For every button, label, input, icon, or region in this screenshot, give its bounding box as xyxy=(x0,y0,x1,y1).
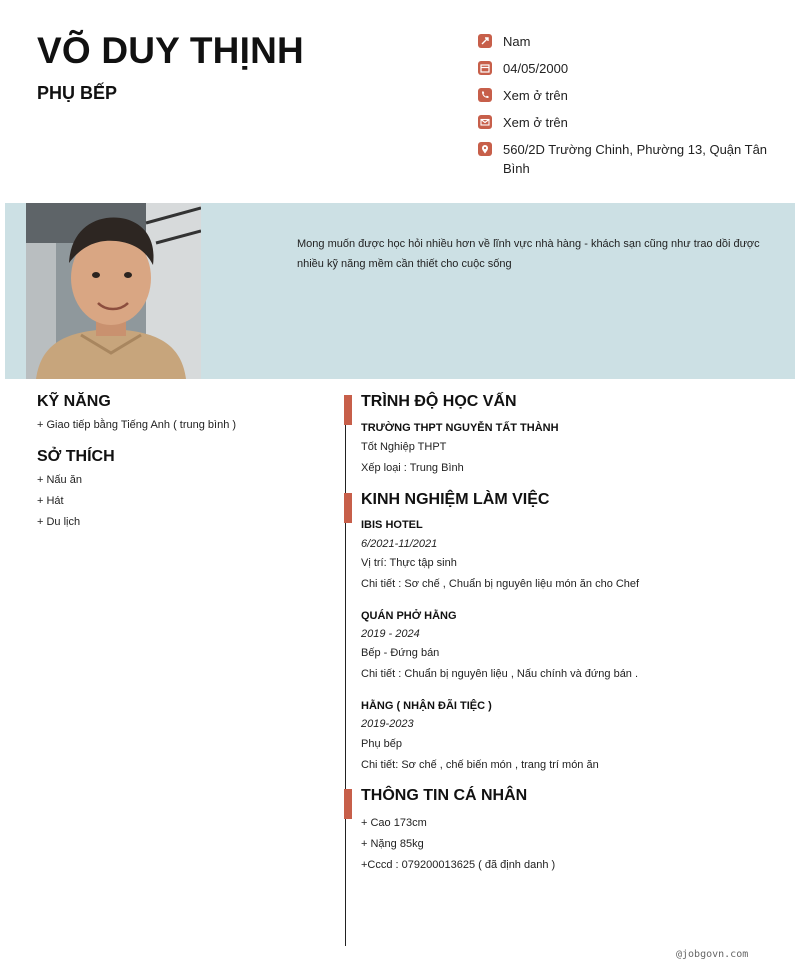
contact-birthday-value: 04/05/2000 xyxy=(503,61,569,76)
job-detail: Chi tiết : Sơ chế , Chuẩn bị nguyên liệu món ăn cho Chef xyxy=(361,578,640,590)
career-objective: Mong muốn được học hỏi nhiều hơn về lĩnh vực nhà hàng - khách sạn cũng như trao dồi được nhiều kỹ năng mềm cần thiết cho cuộc sống xyxy=(297,238,760,270)
experience-accent-bar xyxy=(344,493,352,523)
contact-email xyxy=(478,113,768,132)
job-period: 2019 - 2024 xyxy=(361,628,420,640)
gender-icon xyxy=(478,34,492,48)
watermark: @jobgovn.com xyxy=(676,949,749,960)
candidate-name: VÕ DUY THỊNH xyxy=(37,30,304,71)
personal-item: + Nặng 85kg xyxy=(361,838,424,850)
personal-item: +Cccd : 079200013625 ( đã định danh ) xyxy=(361,859,556,871)
personal-accent-bar xyxy=(344,789,352,819)
job-position: Vị trí: Thực tập sinh xyxy=(361,557,457,569)
email-icon xyxy=(478,115,492,129)
hobbies-heading: SỞ THÍCH xyxy=(37,448,115,465)
contact-address xyxy=(478,140,768,178)
job-company: IBIS HOTEL xyxy=(361,519,423,531)
job-period: 2019-2023 xyxy=(361,718,414,730)
location-icon xyxy=(478,142,492,156)
left-column xyxy=(37,393,317,533)
contact-phone xyxy=(478,86,768,105)
education-school: TRƯỜNG THPT NGUYỄN TẤT THÀNH xyxy=(361,422,559,434)
experience-heading: KINH NGHIỆM LÀM VIỆC xyxy=(361,491,550,508)
contact-birthday xyxy=(478,59,768,78)
phone-icon xyxy=(478,88,492,102)
personal-item: + Cao 173cm xyxy=(361,817,427,829)
hobby-item: + Hát xyxy=(37,495,64,507)
education-line: Xếp loại : Trung Bình xyxy=(361,462,464,474)
job-company: HẰNG ( NHẬN ĐÃI TIỆC ) xyxy=(361,700,492,712)
contact-gender-value: Nam xyxy=(503,34,531,49)
profile-photo xyxy=(26,203,201,379)
job-period: 6/2021-11/2021 xyxy=(361,538,438,550)
hobby-item: + Du lịch xyxy=(37,516,81,528)
calendar-icon xyxy=(478,61,492,75)
education-accent-bar xyxy=(344,395,352,425)
education-line: Tốt Nghiệp THPT xyxy=(361,441,447,453)
column-divider xyxy=(345,395,346,946)
contact-phone-value: Xem ở trên xyxy=(503,88,568,103)
job-company: QUÁN PHỞ HẰNG xyxy=(361,610,457,622)
job-detail: Chi tiết : Chuẩn bị nguyên liệu , Nấu chính và đứng bán . xyxy=(361,668,639,680)
job-position: Bếp - Đứng bán xyxy=(361,647,440,659)
contact-gender xyxy=(478,32,768,51)
contact-address-value: 560/2D Trường Chinh, Phường 13, Quận Tân Bình xyxy=(503,142,768,176)
hobby-item: + Nấu ăn xyxy=(37,474,82,486)
education-heading: TRÌNH ĐỘ HỌC VẤN xyxy=(361,393,517,410)
job-title: PHỤ BẾP xyxy=(37,83,118,103)
contact-list xyxy=(478,32,768,186)
contact-email-value: Xem ở trên xyxy=(503,115,568,130)
skills-heading: KỸ NĂNG xyxy=(37,393,111,410)
skill-item: + Giao tiếp bằng Tiếng Anh ( trung bình ) xyxy=(37,419,237,431)
job-position: Phụ bếp xyxy=(361,738,402,750)
job-detail: Chi tiết: Sơ chế , chế biến món , trang trí món ăn xyxy=(361,759,599,771)
personal-heading: THÔNG TIN CÁ NHÂN xyxy=(361,787,528,804)
